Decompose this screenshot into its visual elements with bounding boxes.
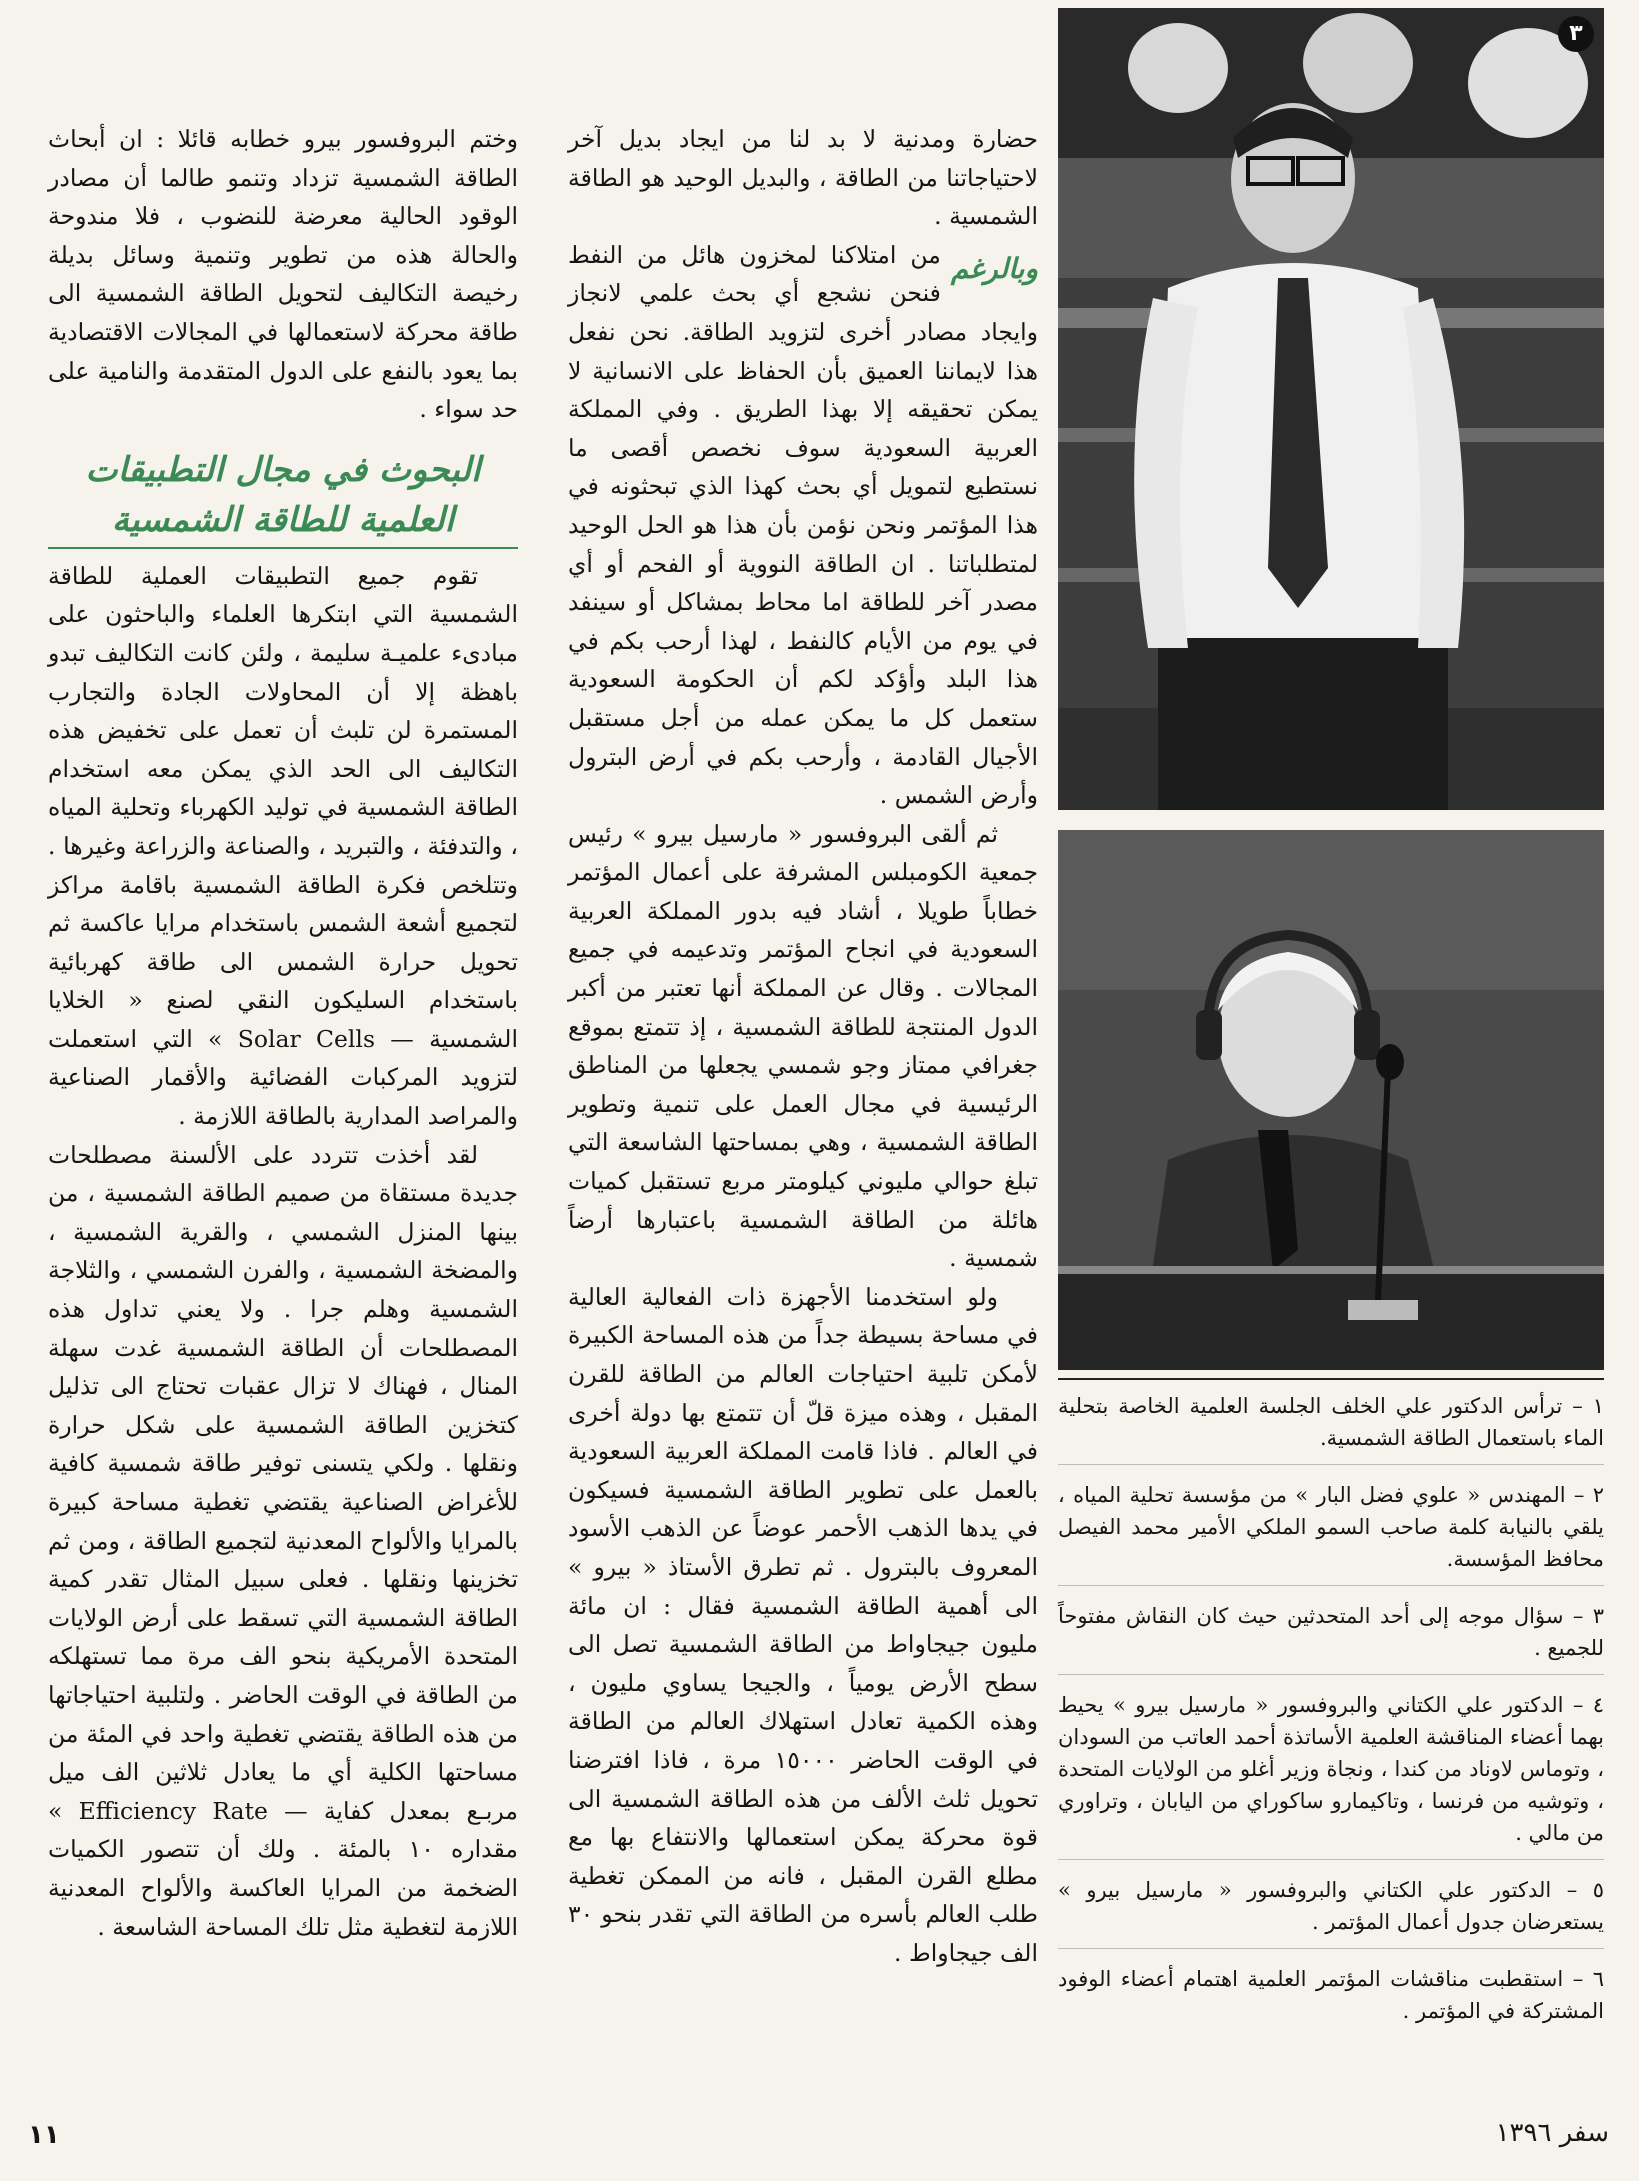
caption-4: ٤ – الدكتور علي الكتاني والبروفسور « مارسيل بيرو » يحيط بهما أعضاء المناقشة العلمية الأساتذة أحمد العاتب من السودان ، وتوماس لاوناد من كندا ، ونجاة وزير أغلو من الولايات المتحدة ، وتوشيه من فرنسا ، وتاكيمارو ساكوراي من اليابان ، وتراوري من مالي . (1058, 1689, 1604, 1860)
photo-speaker-headphones (1058, 830, 1604, 1370)
photo-standing-speaker-illustration (1058, 8, 1604, 810)
closing-paragraph: وختم البروفسور بيرو خطابه قائلا : ان أبحاث الطاقة الشمسية تزداد وتنمو طالما أن مصادر الوقود الحالية معرضة للنضوب ، فلا مندوحة والحالة هذه من تطوير وتنمية وسائل بديلة رخيصة التكاليف لتحويل الطاقة الشمسية الى طاقة محركة لاستعمالها في المجالات الاقتصادية بما يعود بالنفع على الدول المتقدمة والنامية على حد سواء . (48, 125, 518, 424)
photo-number-badge: ٣ (1558, 16, 1594, 52)
caption-2: ٢ – المهندس « علوي فضل البار » من مؤسسة تحلية المياه ، يلقي بالنيابة كلمة صاحب السمو الملكي الأمير محمد الفيصل محافظ المؤسسة. (1058, 1479, 1604, 1586)
paragraph: ولو استخدمنا الأجهزة ذات الفعالية العالية في مساحة بسيطة جداً من هذه المساحة الكبيرة لأمكن تلبية احتياجات العالم من الطاقة للقرن المقبل ، وهذه ميزة قلّ أن تتمتع بها دولة أخرى في العالم . فاذا قامت المملكة العربية السعودية بالعمل على تطوير الطاقة الشمسية فسيكون في يدها الذهب الأحمر عوضاً عن الذهب الأسود المعروف بالبترول . ثم تطرق الأستاذ « بيرو » الى أهمية الطاقة الشمسية فقال : ان مائة مليون جيجاواط من الطاقة الشمسية تصل الى سطح الأرض يومياً ، والجيجا يساوي مليون ، وهذه الكمية تعادل استهلاك العالم من الطاقة في الوقت الحاضر ١٥٠٠٠ مرة ، فاذا افترضنا تحويل ثلث الألف من هذه الطاقة الشمسية الى قوة محركة يمكن استعمالها والانتفاع بها مع مطلع القرن المقبل ، فانه من الممكن تغطية طلب العالم بأسره من الطاقة التي تقدر بنحو ٣٠ الف جيجاواط . (568, 1282, 1038, 1967)
photo-standing-speaker (1058, 8, 1604, 810)
text-column-middle (568, 120, 1038, 1973)
caption-3: ٣ – سؤال موجه إلى أحد المتحدثين حيث كان النقاش مفتوحاً للجميع . (1058, 1600, 1604, 1675)
paragraph: تقوم جميع التطبيقات العملية للطاقة الشمسية التي ابتكرها العلماء والباحثون على مبادىء علميـة سليمة ، ولئن كانت التكاليف تبدو باهظة إلا أن المحاولات الجادة والتجارب المستمرة لن تلبث أن تعمل على تخفيض هذه التكاليف الى الحد الذي يمكن معه استخدام الطاقة الشمسية في توليد الكهرباء وتحلية المياه ، والتدفئة ، والتبريد ، والصناعة والزراعة وغيرها . وتتلخص فكرة الطاقة الشمسية باقامة مراكز لتجميع أشعة الشمس باستخدام مرايا عاكسة ثم تحويل حرارة الشمس الى طاقة كهربائية باستخدام السليكون النقي لصنع « الخلايا الشمسية — Solar Cells » التي استعملت لتزويد المركبات الفضائية والأقمار الصناعية والمراصد المدارية بالطاقة اللازمة . (48, 561, 518, 1131)
captions-divider (1058, 1378, 1604, 1380)
caption-5: ٥ – الدكتور علي الكتاني والبروفسور « مارسيل بيرو » يستعرضان جدول أعمال المؤتمر . (1058, 1874, 1604, 1949)
photo-speaker-headphones-illustration (1058, 830, 1604, 1370)
lead-word: وبالرغم (950, 251, 1038, 285)
photo-captions (1058, 1390, 1604, 2051)
paragraph: ثم ألقى البروفسور « مارسيل بيرو » رئيس جمعية الكومبلس المشرفة على أعمال المؤتمر خطاباً طويلا ، أشاد فيه بدور المملكة العربية السعودية في انجاح المؤتمر وتدعيمه في جميع المجالات . وقال عن المملكة أنها تعتبر من أكبر الدول المنتجة للطاقة الشمسية ، إذ تتمتع بموقع جغرافي ممتاز وجو شمسي يجعلها من المناطق الرئيسية في مجال العمل على تنمية وتطوير الطاقة الشمسية ، وهي بمساحتها الشاسعة التي تبلغ حوالي مليوني كيلومتر مربع تستقبل كميات هائلة من الطاقة الشمسية باعتبارها أرضاً شمسية . (568, 819, 1038, 1273)
caption-1: ١ – ترأس الدكتور علي الخلف الجلسة العلمية الخاصة بتحلية الماء باستعمال الطاقة الشمسية. (1058, 1390, 1604, 1465)
issue-label: سفر ١٣٩٦ (1495, 2118, 1609, 2148)
section-heading: البحوث في مجال التطبيقات العلمية للطاقة الشمسية (48, 445, 518, 549)
page-number: ١١ (28, 2120, 60, 2150)
paragraph: لقد أخذت تتردد على الألسنة مصطلحات جديدة مستقاة من صميم الطاقة الشمسية ، من بينها المنزل الشمسي ، والقرية الشمسية ، والمضخة الشمسية ، والفرن الشمسي ، والثلاجة الشمسية وهلم جرا . ولا يعني تداول هذه المصطلحات أن الطاقة الشمسية غدت سهلة المنال ، فهناك لا تزال عقبات تحتاج الى تذليل كتخزين الطاقة الشمسية على شكل حرارة ونقلها . ولكي يتسنى توفير طاقة شمسية كافية للأغراض الصناعية يقتضي تغطية مساحة كبيرة بالمرايا والألواح المعدنية لتجميع الطاقة ، ومن ثم تخزينها ونقلها . فعلى سبيل المثال تقدر كمية الطاقة الشمسية التي تسقط على أرض الولايات المتحدة الأمريكية بنحو الف مرة مما تستهلكه من الطاقة في الوقت الحاضر . ولتلبية احتياجاتها من هذه الطاقة يقتضي تغطية واحد في المئة من مساحتها الكلية أي ما يعادل ثلاثين الف ميل مربـع بمعدل كفاية — Efficiency Rate » مقداره ١٠ بالمئة . ولك أن تتصور الكميات الضخمة من المرايا العاكسة والألواح المعدنية اللازمة لتغطية مثل تلك المساحة الشاسعة . (48, 1140, 518, 1941)
paragraph: من امتلاكنا لمخزون هائل من النفط فنحن نشجع أي بحث علمي لانجاز وايجاد مصادر أخرى لتزويد الطاقة. نحن نفعل هذا لايماننا العميق بأن الحفاظ على الانسانية لا يمكن تحقيقه إلا بهذا الطريق . وفي المملكة العربية السعودية سوف نخصص أقصى ما نستطيع لتمويل أي بحث كهذا الذي تبحثونه في هذا المؤتمر ونحن نؤمن بأن هذا هو الحل الوحيد لمتطلباتنا . ان الطاقة النووية أو الفحم أو أي مصدر آخر للطاقة اما محاط بمشاكل أو سينفد في يوم من الأيام كالنفط ، لهذا أرحب بكم في هذا البلد وأؤكد لكم أن الحكومة السعودية ستعمل كل ما يمكن عمله من أجل مستقبل الأجيال القادمة ، وأرحب بكم في أرض البترول وأرض الشمس . (568, 240, 1038, 810)
caption-6: ٦ – استقطبت مناقشات المؤتمر العلمية اهتمام أعضاء الوفود المشتركة في المؤتمر . (1058, 1967, 1604, 2023)
paragraph: حضارة ومدنية لا بد لنا من ايجاد بديل آخر لاحتياجاتنا من الطاقة ، والبديل الوحيد هو الطاقة الشمسية . (568, 125, 1038, 231)
text-column-left (48, 120, 518, 1946)
